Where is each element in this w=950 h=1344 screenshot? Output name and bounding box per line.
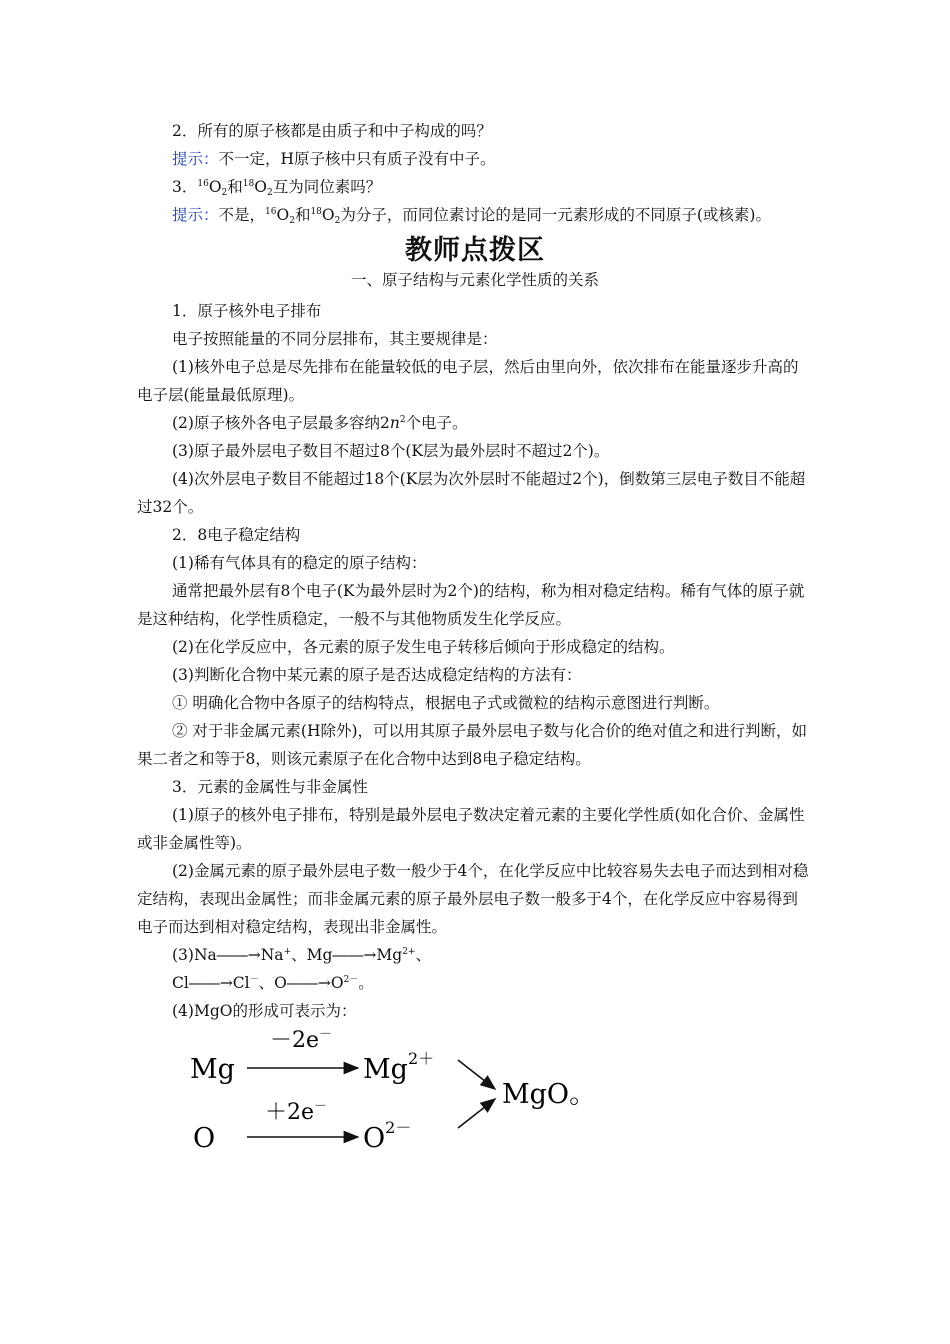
paragraph: (1)稀有气体具有的稳定的原子结构： — [172, 554, 427, 572]
heading-metallicity: 3．元素的金属性与非金属性 — [172, 778, 368, 796]
question-2: 2．所有的原子核都是由质子和中子构成的吗？ — [172, 122, 492, 140]
paragraph: (2)在化学反应中，各元素的原子发生电子转移后倾向于形成稳定的结构。 — [172, 638, 675, 656]
paragraph: (2)金属元素的原子最外层电子数一般少于4个，在化学反应中比较容易失去电子而达到相对稳定结构，表现出金属性；而非金属元素的原子最外层电子数一般多于4个，在化学反应中容易得到电子而达到相对稳定结构，表现出非金属性。 — [137, 862, 809, 936]
rule-2: (2)原子核外各电子层最多容纳$2n^2$个电子。 — [172, 414, 468, 432]
answer-2: 提示：不一定，H原子核中只有质子没有中子。 — [172, 150, 496, 168]
arrow-converge-top — [458, 1060, 495, 1089]
mgo-formation-diagram — [180, 1025, 620, 1160]
paragraph: 电子按照能量的不同分层排布，其主要规律是： — [172, 330, 498, 348]
heading-electron-arrangement: 1．原子核外电子排布 — [172, 302, 322, 320]
o-atom-label: O — [193, 1123, 216, 1154]
paragraph: ① 明确化合物中各原子的结构特点，根据电子式或微粒的结构示意图进行判断。 — [172, 694, 720, 712]
mg-electron-loss-label: －2e－ — [270, 1027, 333, 1053]
paragraph: (1)原子的核外电子排布，特别是最外层电子数决定着元素的主要化学性质(如化合价、金属性或非金属性等)。 — [137, 806, 805, 852]
paragraph: (4)MgO的形成可表示为： — [172, 1002, 357, 1020]
mg-atom-label: Mg — [190, 1054, 235, 1085]
mg-ion-label: $Mg^{2+}$ — [363, 1049, 435, 1085]
paragraph: (3)判断化合物中某元素的原子是否达成稳定结构的方法有： — [172, 666, 582, 684]
question-3: 3．$^{16}O_2$和$^{18}O_2$互为同位素吗？ — [172, 178, 382, 198]
answer-3: 提示：不是，$^{16}O_2$和$^{18}O_2$为分子，而同位素讨论的是同一元素形成的不同原子(或核素)。 — [172, 206, 771, 226]
paragraph: ② 对于非金属元素(H除外)，可以用其原子最外层电子数与化合价的绝对值之和进行判断，如果二者之和等于8，则该元素原子在化合物中达到8电子稳定结构。 — [137, 722, 808, 768]
paragraph: 通常把最外层有8个电子(K为最外层时为2个)的结构，称为相对稳定结构。稀有气体的原子就是这种结构，化学性质稳定，一般不与其他物质发生化学反应。 — [137, 582, 805, 628]
section-subtitle: 一、原子结构与元素化学性质的关系 — [350, 271, 599, 289]
section-title: 教师点拨区 — [405, 235, 545, 266]
ion-equation-1: (3)Na――→Na+、$Mg――\to Mg^{2+}$、 — [172, 946, 431, 964]
hint-label: 提示： — [172, 150, 219, 168]
rule-1: (1)核外电子总是尽先排布在能量较低的电子层，然后由里向外，依次排布在能量逐步升高的电子层(能量最低原理)。 — [137, 358, 799, 404]
mgo-product-label: MgO。 — [502, 1079, 597, 1110]
o-electron-gain-label: ＋2e－ — [265, 1099, 328, 1125]
rule-3: (3)原子最外层电子数目不超过8个(K层为最外层时不超过2个)。 — [172, 442, 610, 460]
rule-4: (4)次外层电子数目不能超过18个(K层为次外层时不能超过2个)，倒数第三层电子数目不能超过32个。 — [137, 470, 806, 516]
o-ion-label: $O^{2-}$ — [363, 1118, 412, 1154]
arrow-converge-bottom — [458, 1099, 495, 1128]
hint-label: 提示： — [172, 206, 219, 224]
heading-octet: 2．8电子稳定结构 — [172, 526, 301, 544]
ion-equation-2: Cl――→Cl－、$O――\to O^{2-}$。 — [172, 974, 374, 992]
